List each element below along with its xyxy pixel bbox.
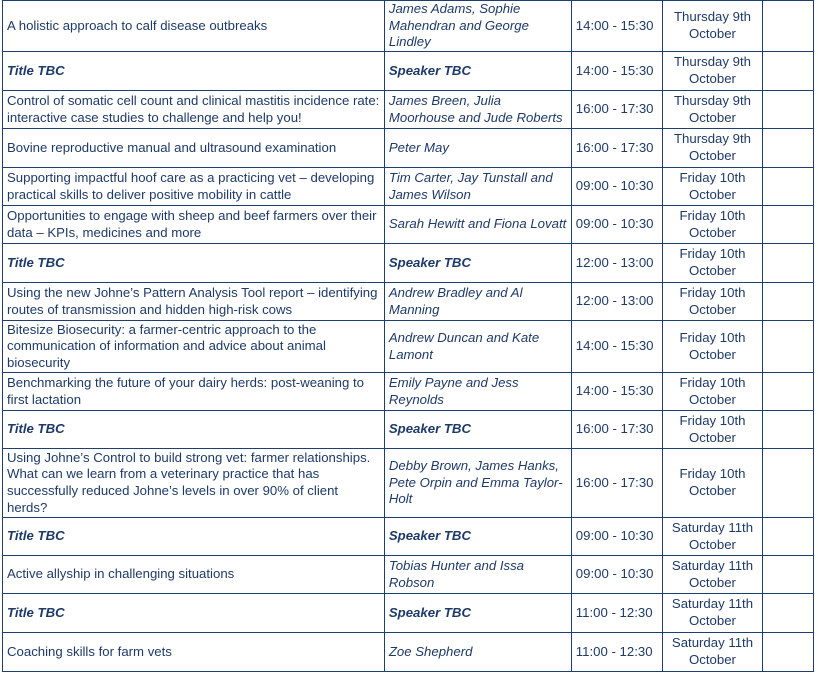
- session-date: Thursday 9th October: [663, 129, 762, 168]
- empty-cell: [762, 373, 813, 411]
- session-time: 09:00 - 10:30: [571, 168, 662, 206]
- session-speaker: Speaker TBC: [384, 244, 571, 283]
- table-row: [3, 1, 814, 52]
- session-date: Friday 10th October: [663, 411, 762, 449]
- empty-cell: [762, 594, 813, 633]
- session-speaker: Speaker TBC: [384, 411, 571, 449]
- session-date: Friday 10th October: [663, 168, 762, 206]
- session-speaker: Tim Carter, Jay Tunstall and James Wilson: [384, 168, 571, 206]
- empty-cell: [762, 518, 813, 556]
- empty-cell: [762, 321, 813, 373]
- table-row: [3, 518, 814, 556]
- empty-cell: [762, 283, 813, 321]
- session-title: Benchmarking the future of your dairy herds: post-weaning to first lactation: [3, 373, 385, 411]
- session-title: Supporting impactful hoof care as a practicing vet – developing practical skills to deliver positive mobility in cattle: [3, 168, 385, 206]
- empty-cell: [762, 52, 813, 91]
- table-row: [3, 283, 814, 321]
- empty-cell: [762, 449, 813, 518]
- session-speaker: Speaker TBC: [384, 52, 571, 91]
- empty-cell: [762, 1, 813, 52]
- session-schedule-table: [2, 0, 814, 672]
- session-time: 09:00 - 10:30: [571, 518, 662, 556]
- table-row: [3, 556, 814, 594]
- session-time: 16:00 - 17:30: [571, 129, 662, 168]
- session-time: 12:00 - 13:00: [571, 283, 662, 321]
- session-speaker: Andrew Duncan and Kate Lamont: [384, 321, 571, 373]
- session-date: Saturday 11th October: [663, 633, 762, 672]
- table-row: [3, 129, 814, 168]
- empty-cell: [762, 244, 813, 283]
- session-title: Title TBC: [3, 52, 385, 91]
- empty-cell: [762, 206, 813, 244]
- session-time: 16:00 - 17:30: [571, 411, 662, 449]
- session-time: 14:00 - 15:30: [571, 1, 662, 52]
- session-title: Title TBC: [3, 594, 385, 633]
- table-row: [3, 449, 814, 518]
- session-date: Saturday 11th October: [663, 556, 762, 594]
- table-row: [3, 244, 814, 283]
- table-row: [3, 373, 814, 411]
- session-title: Bitesize Biosecurity: a farmer-centric approach to the communication of information and advice about animal biosecurity: [3, 321, 385, 373]
- empty-cell: [762, 633, 813, 672]
- session-title: Active allyship in challenging situations: [3, 556, 385, 594]
- session-time: 14:00 - 15:30: [571, 52, 662, 91]
- session-date: Friday 10th October: [663, 373, 762, 411]
- session-title: Title TBC: [3, 411, 385, 449]
- session-time: 16:00 - 17:30: [571, 91, 662, 129]
- session-time: 11:00 - 12:30: [571, 633, 662, 672]
- session-title: Using Johne’s Control to build strong vet: farmer relationships. What can we learn from a veterinary practice that has successfully reduced Johne’s levels in over 90% of client herds?: [3, 449, 385, 518]
- session-date: Saturday 11th October: [663, 518, 762, 556]
- session-date: Friday 10th October: [663, 206, 762, 244]
- session-title: Title TBC: [3, 244, 385, 283]
- session-speaker: Emily Payne and Jess Reynolds: [384, 373, 571, 411]
- session-speaker: James Breen, Julia Moorhouse and Jude Roberts: [384, 91, 571, 129]
- table-row: [3, 91, 814, 129]
- session-speaker: Speaker TBC: [384, 594, 571, 633]
- session-time: 14:00 - 15:30: [571, 321, 662, 373]
- session-date: Saturday 11th October: [663, 594, 762, 633]
- table-row: [3, 594, 814, 633]
- session-title: Coaching skills for farm vets: [3, 633, 385, 672]
- session-speaker: James Adams, Sophie Mahendran and George Lindley: [384, 1, 571, 52]
- table-row: [3, 52, 814, 91]
- table-row: [3, 321, 814, 373]
- session-time: 14:00 - 15:30: [571, 373, 662, 411]
- session-title: Title TBC: [3, 518, 385, 556]
- session-title: A holistic approach to calf disease outbreaks: [3, 1, 385, 52]
- session-time: 09:00 - 10:30: [571, 206, 662, 244]
- session-time: 16:00 - 17:30: [571, 449, 662, 518]
- session-speaker: Debby Brown, James Hanks, Pete Orpin and Emma Taylor-Holt: [384, 449, 571, 518]
- session-time: 12:00 - 13:00: [571, 244, 662, 283]
- session-title: Control of somatic cell count and clinical mastitis incidence rate: interactive case studies to challenge and help you!: [3, 91, 385, 129]
- session-date: Friday 10th October: [663, 449, 762, 518]
- table-row: [3, 206, 814, 244]
- empty-cell: [762, 91, 813, 129]
- session-date: Friday 10th October: [663, 244, 762, 283]
- session-title: Bovine reproductive manual and ultrasound examination: [3, 129, 385, 168]
- session-time: 11:00 - 12:30: [571, 594, 662, 633]
- empty-cell: [762, 556, 813, 594]
- empty-cell: [762, 168, 813, 206]
- empty-cell: [762, 411, 813, 449]
- session-time: 09:00 - 10:30: [571, 556, 662, 594]
- session-speaker: Tobias Hunter and Issa Robson: [384, 556, 571, 594]
- session-title: Using the new Johne’s Pattern Analysis Tool report – identifying routes of transmission and hidden high-risk cows: [3, 283, 385, 321]
- session-speaker: Sarah Hewitt and Fiona Lovatt: [384, 206, 571, 244]
- session-speaker: Peter May: [384, 129, 571, 168]
- table-row: [3, 411, 814, 449]
- session-title: Opportunities to engage with sheep and beef farmers over their data – KPIs, medicines and more: [3, 206, 385, 244]
- table-row: [3, 168, 814, 206]
- session-speaker: Speaker TBC: [384, 518, 571, 556]
- session-date: Friday 10th October: [663, 321, 762, 373]
- session-date: Friday 10th October: [663, 283, 762, 321]
- session-speaker: Zoe Shepherd: [384, 633, 571, 672]
- table-row: [3, 633, 814, 672]
- session-date: Thursday 9th October: [663, 52, 762, 91]
- empty-cell: [762, 129, 813, 168]
- session-date: Thursday 9th October: [663, 91, 762, 129]
- session-speaker: Andrew Bradley and Al Manning: [384, 283, 571, 321]
- session-date: Thursday 9th October: [663, 1, 762, 52]
